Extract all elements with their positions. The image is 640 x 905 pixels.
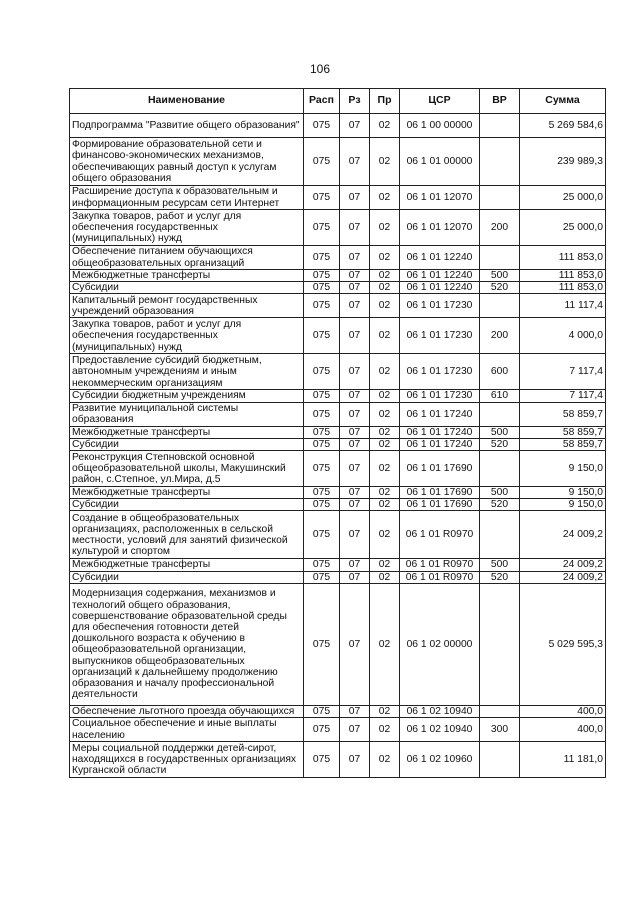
cell-rz: 07	[340, 426, 370, 438]
cell-rasp: 075	[304, 426, 340, 438]
cell-rz: 07	[340, 487, 370, 499]
cell-pr: 02	[370, 246, 400, 270]
table-row	[70, 571, 606, 583]
page-number: 106	[309, 62, 331, 76]
cell-rasp: 075	[304, 451, 340, 487]
cell-sum: 7 117,4	[520, 390, 606, 402]
cell-csr: 06 1 01 12070	[400, 210, 480, 246]
cell-name: Предоставление субсидий бюджетным, автономным учреждениям и иным некоммерческим организациям	[70, 354, 304, 390]
cell-name: Социальное обеспечение и иные выплаты населению	[70, 718, 304, 742]
cell-rasp: 075	[304, 282, 340, 294]
cell-name: Развитие муниципальной системы образования	[70, 402, 304, 426]
table-row	[70, 114, 606, 138]
cell-pr: 02	[370, 294, 400, 318]
cell-name: Субсидии бюджетным учреждениям	[70, 390, 304, 402]
cell-sum: 111 853,0	[520, 282, 606, 294]
cell-sum: 5 029 595,3	[520, 583, 606, 705]
cell-vr: 500	[480, 559, 520, 571]
table-header-row	[70, 89, 606, 114]
cell-vr	[480, 186, 520, 210]
cell-sum: 11 117,4	[520, 294, 606, 318]
cell-sum: 111 853,0	[520, 246, 606, 270]
cell-rasp: 075	[304, 318, 340, 354]
cell-name: Закупка товаров, работ и услуг для обеспечения государственных (муниципальных) нужд	[70, 318, 304, 354]
cell-pr: 02	[370, 559, 400, 571]
cell-name: Создание в общеобразовательных организациях, расположенных в сельской местности, условий для занятий физической культурой и спортом	[70, 511, 304, 559]
cell-pr: 02	[370, 487, 400, 499]
cell-csr: 06 1 01 R0970	[400, 511, 480, 559]
cell-csr: 06 1 02 10960	[400, 742, 480, 778]
budget-table	[69, 88, 606, 778]
cell-pr: 02	[370, 511, 400, 559]
table-row	[70, 499, 606, 511]
cell-pr: 02	[370, 270, 400, 282]
cell-vr	[480, 705, 520, 717]
cell-rasp: 075	[304, 487, 340, 499]
cell-csr: 06 1 01 12070	[400, 186, 480, 210]
cell-pr: 02	[370, 583, 400, 705]
table-row	[70, 426, 606, 438]
column-header-name: Наименование	[70, 89, 304, 114]
cell-rz: 07	[340, 318, 370, 354]
table-row	[70, 718, 606, 742]
cell-sum: 24 009,2	[520, 559, 606, 571]
cell-pr: 02	[370, 390, 400, 402]
cell-csr: 06 1 01 17240	[400, 402, 480, 426]
cell-pr: 02	[370, 210, 400, 246]
cell-sum: 24 009,2	[520, 571, 606, 583]
table-row	[70, 186, 606, 210]
cell-sum: 24 009,2	[520, 511, 606, 559]
table-row	[70, 742, 606, 778]
cell-vr: 300	[480, 718, 520, 742]
cell-vr: 500	[480, 270, 520, 282]
cell-csr: 06 1 01 R0970	[400, 571, 480, 583]
cell-rasp: 075	[304, 742, 340, 778]
cell-csr: 06 1 01 R0970	[400, 559, 480, 571]
cell-vr	[480, 451, 520, 487]
cell-name: Межбюджетные трансферты	[70, 426, 304, 438]
cell-name: Формирование образовательной сети и финансово-экономических механизмов, обеспечивающих равный доступ к услугам общего образования	[70, 138, 304, 186]
table-row	[70, 282, 606, 294]
cell-sum: 9 150,0	[520, 499, 606, 511]
cell-vr: 520	[480, 499, 520, 511]
cell-rz: 07	[340, 499, 370, 511]
cell-pr: 02	[370, 186, 400, 210]
cell-pr: 02	[370, 138, 400, 186]
cell-csr: 06 1 01 17690	[400, 487, 480, 499]
cell-pr: 02	[370, 114, 400, 138]
table-row	[70, 438, 606, 450]
cell-sum: 58 859,7	[520, 426, 606, 438]
table-row	[70, 318, 606, 354]
cell-rz: 07	[340, 210, 370, 246]
cell-sum: 239 989,3	[520, 138, 606, 186]
cell-sum: 11 181,0	[520, 742, 606, 778]
cell-sum: 7 117,4	[520, 354, 606, 390]
cell-name: Межбюджетные трансферты	[70, 559, 304, 571]
cell-csr: 06 1 02 00000	[400, 583, 480, 705]
cell-name: Обеспечение питанием обучающихся общеобразовательных организаций	[70, 246, 304, 270]
cell-rasp: 075	[304, 438, 340, 450]
cell-name: Субсидии	[70, 571, 304, 583]
cell-name: Межбюджетные трансферты	[70, 270, 304, 282]
cell-rasp: 075	[304, 402, 340, 426]
cell-sum: 58 859,7	[520, 402, 606, 426]
cell-vr: 200	[480, 210, 520, 246]
table-row	[70, 138, 606, 186]
cell-pr: 02	[370, 451, 400, 487]
cell-name: Обеспечение льготного проезда обучающихся	[70, 705, 304, 717]
cell-rz: 07	[340, 390, 370, 402]
cell-vr	[480, 583, 520, 705]
cell-vr: 600	[480, 354, 520, 390]
cell-rz: 07	[340, 705, 370, 717]
cell-rasp: 075	[304, 571, 340, 583]
cell-csr: 06 1 02 10940	[400, 705, 480, 717]
cell-name: Подпрограмма "Развитие общего образования"	[70, 114, 304, 138]
cell-name: Капитальный ремонт государственных учреждений образования	[70, 294, 304, 318]
cell-name: Модернизация содержания, механизмов и технологий общего образования, совершенствование образовательной среды для обеспечения готовности детей дошкольного возраста к обучению в общеобразовательной организации, выпускников общеобразовательных организаций к дальнейшему продолжению образования и началу профессиональной деятельности	[70, 583, 304, 705]
cell-sum: 58 859,7	[520, 438, 606, 450]
cell-rasp: 075	[304, 583, 340, 705]
table-row	[70, 294, 606, 318]
cell-csr: 06 1 01 17230	[400, 294, 480, 318]
table-row	[70, 487, 606, 499]
cell-rz: 07	[340, 718, 370, 742]
cell-rasp: 075	[304, 718, 340, 742]
cell-vr: 520	[480, 438, 520, 450]
cell-vr	[480, 511, 520, 559]
column-header-pr: Пр	[370, 89, 400, 114]
cell-vr: 610	[480, 390, 520, 402]
cell-pr: 02	[370, 571, 400, 583]
cell-csr: 06 1 01 12240	[400, 270, 480, 282]
cell-vr: 500	[480, 487, 520, 499]
cell-vr	[480, 138, 520, 186]
table-body	[70, 114, 606, 778]
cell-rasp: 075	[304, 186, 340, 210]
cell-sum: 4 000,0	[520, 318, 606, 354]
table-row	[70, 270, 606, 282]
cell-sum: 400,0	[520, 705, 606, 717]
cell-vr	[480, 742, 520, 778]
cell-rasp: 075	[304, 354, 340, 390]
cell-name: Меры социальной поддержки детей-сирот, находящихся в государственных организациях Курганской области	[70, 742, 304, 778]
cell-sum: 9 150,0	[520, 487, 606, 499]
cell-csr: 06 1 01 17240	[400, 438, 480, 450]
cell-csr: 06 1 01 17230	[400, 390, 480, 402]
cell-rz: 07	[340, 571, 370, 583]
cell-vr	[480, 294, 520, 318]
cell-csr: 06 1 01 17690	[400, 499, 480, 511]
table-row	[70, 390, 606, 402]
cell-csr: 06 1 01 17230	[400, 354, 480, 390]
cell-csr: 06 1 01 12240	[400, 246, 480, 270]
cell-rz: 07	[340, 282, 370, 294]
table-row	[70, 402, 606, 426]
column-header-rz: Рз	[340, 89, 370, 114]
cell-pr: 02	[370, 354, 400, 390]
cell-rz: 07	[340, 294, 370, 318]
cell-csr: 06 1 01 12240	[400, 282, 480, 294]
cell-rz: 07	[340, 742, 370, 778]
cell-name: Субсидии	[70, 499, 304, 511]
cell-rasp: 075	[304, 270, 340, 282]
cell-rasp: 075	[304, 511, 340, 559]
column-header-sum: Сумма	[520, 89, 606, 114]
cell-rz: 07	[340, 511, 370, 559]
cell-pr: 02	[370, 718, 400, 742]
table-row	[70, 559, 606, 571]
cell-rz: 07	[340, 451, 370, 487]
cell-pr: 02	[370, 282, 400, 294]
table-row	[70, 705, 606, 717]
cell-rz: 07	[340, 402, 370, 426]
cell-pr: 02	[370, 318, 400, 354]
column-header-vr: ВР	[480, 89, 520, 114]
cell-pr: 02	[370, 402, 400, 426]
cell-rasp: 075	[304, 559, 340, 571]
column-header-csr: ЦСР	[400, 89, 480, 114]
cell-rz: 07	[340, 559, 370, 571]
cell-pr: 02	[370, 438, 400, 450]
cell-name: Субсидии	[70, 438, 304, 450]
table-row	[70, 210, 606, 246]
cell-pr: 02	[370, 742, 400, 778]
cell-rz: 07	[340, 186, 370, 210]
cell-rz: 07	[340, 270, 370, 282]
cell-rz: 07	[340, 114, 370, 138]
cell-vr	[480, 114, 520, 138]
cell-csr: 06 1 01 17690	[400, 451, 480, 487]
table-row	[70, 583, 606, 705]
cell-rasp: 075	[304, 294, 340, 318]
cell-csr: 06 1 00 00000	[400, 114, 480, 138]
cell-vr	[480, 402, 520, 426]
table-row	[70, 354, 606, 390]
cell-name: Расширение доступа к образовательным и информационным ресурсам сети Интернет	[70, 186, 304, 210]
cell-csr: 06 1 01 17240	[400, 426, 480, 438]
cell-csr: 06 1 01 00000	[400, 138, 480, 186]
cell-sum: 25 000,0	[520, 186, 606, 210]
cell-pr: 02	[370, 499, 400, 511]
cell-name: Закупка товаров, работ и услуг для обеспечения государственных (муниципальных) нужд	[70, 210, 304, 246]
cell-name: Субсидии	[70, 282, 304, 294]
cell-sum: 111 853,0	[520, 270, 606, 282]
cell-rz: 07	[340, 246, 370, 270]
cell-vr	[480, 246, 520, 270]
cell-rasp: 075	[304, 114, 340, 138]
cell-rz: 07	[340, 583, 370, 705]
cell-vr: 520	[480, 282, 520, 294]
cell-rasp: 075	[304, 210, 340, 246]
column-header-rasp: Расп	[304, 89, 340, 114]
cell-rz: 07	[340, 438, 370, 450]
cell-sum: 5 269 584,6	[520, 114, 606, 138]
cell-rasp: 075	[304, 705, 340, 717]
cell-pr: 02	[370, 705, 400, 717]
table-row	[70, 511, 606, 559]
cell-csr: 06 1 01 17230	[400, 318, 480, 354]
cell-sum: 9 150,0	[520, 451, 606, 487]
cell-sum: 25 000,0	[520, 210, 606, 246]
cell-rasp: 075	[304, 499, 340, 511]
cell-sum: 400,0	[520, 718, 606, 742]
table-row	[70, 246, 606, 270]
cell-rz: 07	[340, 354, 370, 390]
cell-vr: 200	[480, 318, 520, 354]
cell-vr: 500	[480, 426, 520, 438]
cell-csr: 06 1 02 10940	[400, 718, 480, 742]
cell-pr: 02	[370, 426, 400, 438]
cell-vr: 520	[480, 571, 520, 583]
table-row	[70, 451, 606, 487]
cell-rz: 07	[340, 138, 370, 186]
cell-rasp: 075	[304, 246, 340, 270]
cell-name: Межбюджетные трансферты	[70, 487, 304, 499]
cell-rasp: 075	[304, 390, 340, 402]
cell-rasp: 075	[304, 138, 340, 186]
cell-name: Реконструкция Степновской основной общеобразовательной школы, Макушинский район, с.Степное, ул.Мира, д.5	[70, 451, 304, 487]
